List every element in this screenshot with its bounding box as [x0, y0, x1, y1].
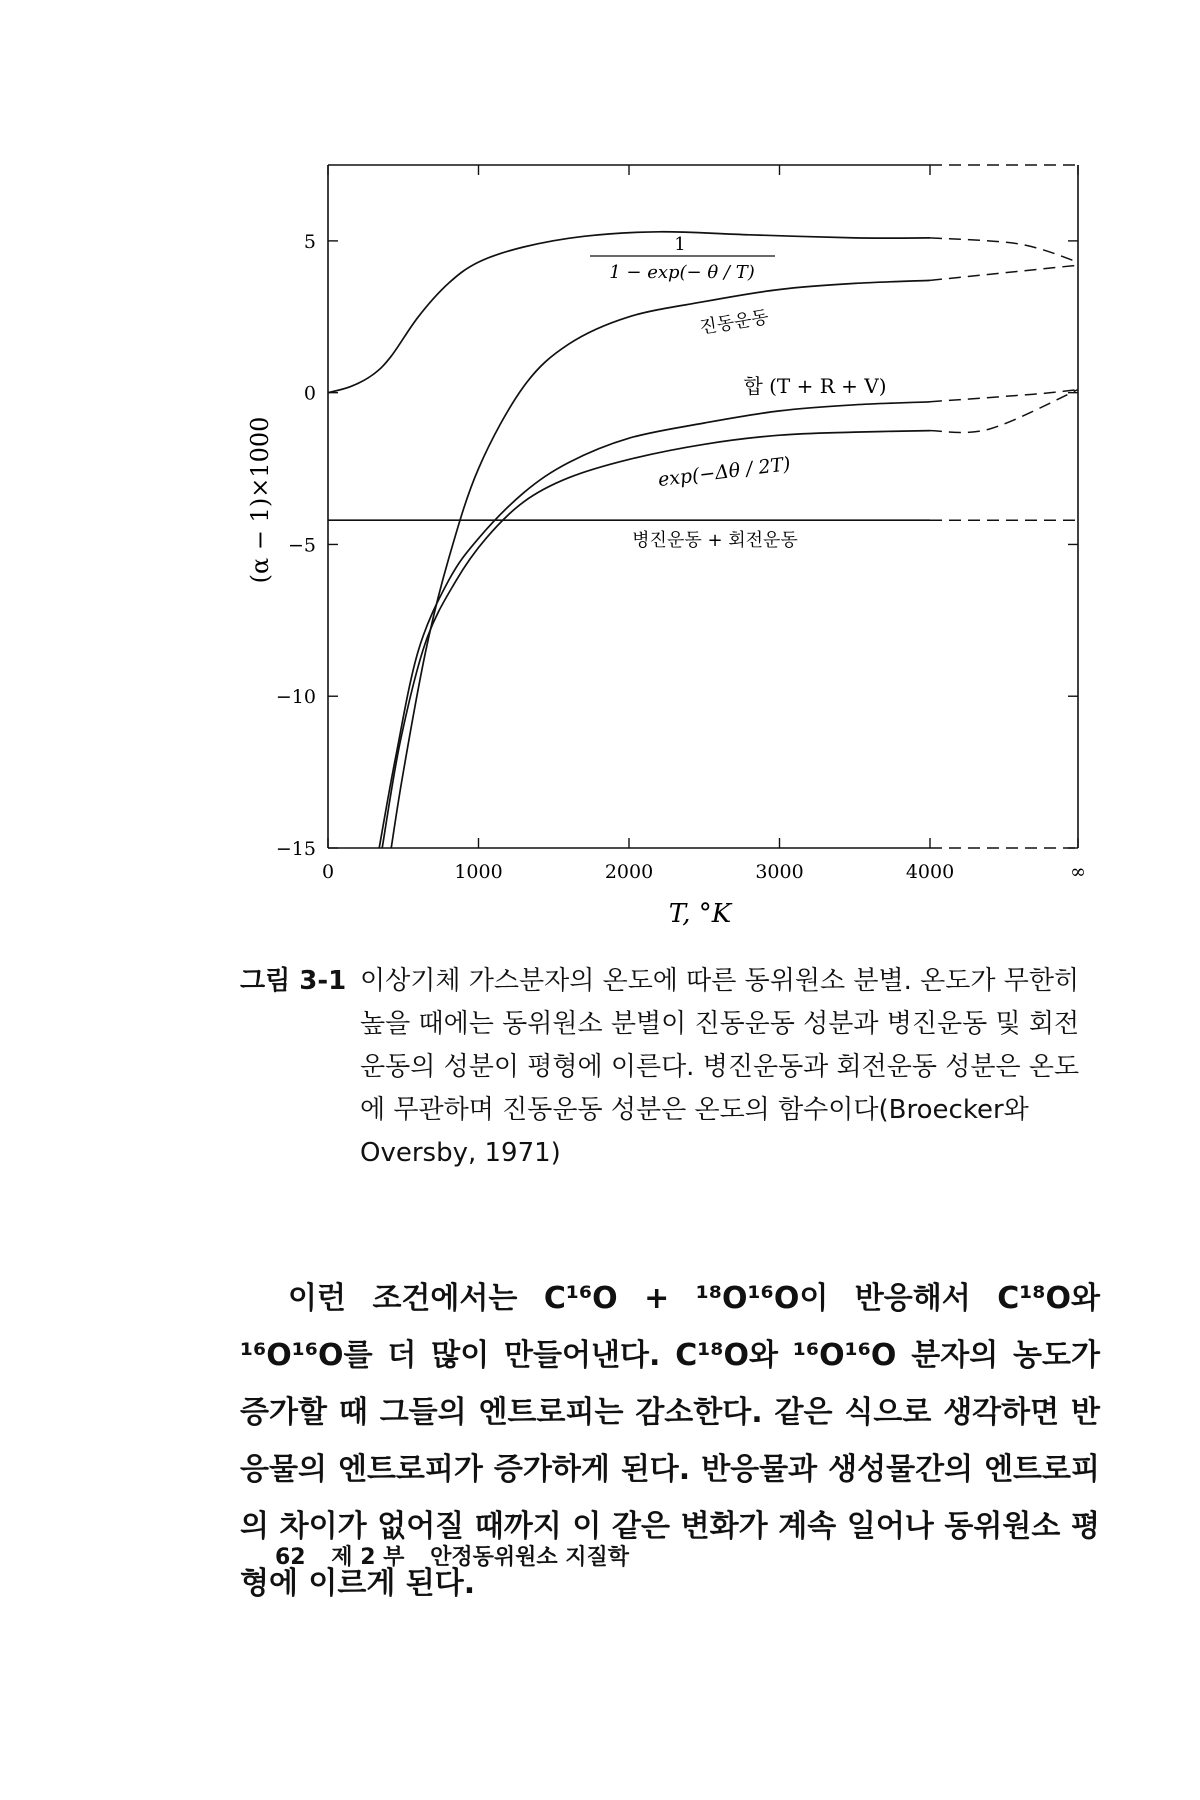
label-sum: 합 (T + R + V) — [743, 374, 887, 398]
series-sum — [379, 402, 930, 848]
series-vibration-dashed — [930, 265, 1078, 280]
series-exp — [382, 431, 930, 848]
part-label: 제 2 부 — [331, 1545, 405, 1570]
x-tick-label: 1000 — [454, 861, 503, 883]
y-axis-label: (α − 1)×1000 — [246, 416, 274, 584]
svg-text:1 − exp(− θ / T): 1 − exp(− θ / T) — [609, 262, 755, 283]
section-title: 안정동위원소 지질학 — [430, 1545, 630, 1570]
x-tick-label: 4000 — [905, 861, 955, 883]
svg-text:1: 1 — [674, 234, 686, 255]
label-exp: exp(−Δθ / 2T) — [656, 453, 792, 492]
x-tick-label: 3000 — [755, 861, 804, 883]
y-tick-label: −10 — [275, 686, 316, 709]
series-bose-factor-dashed — [930, 238, 1078, 262]
label-bose-factor — [590, 234, 775, 283]
x-tick-label: ∞ — [1070, 861, 1086, 883]
series-exp-dashed — [930, 390, 1078, 433]
caption-label: 그림 3-1 — [240, 966, 347, 996]
series-vibration — [391, 280, 930, 848]
x-axis-label: T, °K — [668, 899, 732, 929]
body-paragraph: 이런 조건에서는 C¹⁶O + ¹⁸O¹⁶O이 반응해서 C¹⁸O와 ¹⁶O¹⁶O를 더 많이 만들어낸다. C¹⁸O와 ¹⁶O¹⁶O 분자의 농도가 증가할 때 그들의 엔트로피는 감소한다. 같은 식으로 생각하면 반응물의 엔트로피가 증가하게 된다. 반응물과 생성물간의 엔트로피의 차이가 없어질 때까지 이 같은 변화가 계속 일어나 동위원소 평형에 이르게 된다. — [240, 1281, 1100, 1601]
page-footer — [275, 1540, 647, 1571]
y-tick-label: −15 — [275, 838, 316, 860]
page-number: 62 — [275, 1545, 306, 1570]
x-tick-label: 0 — [321, 861, 335, 883]
y-tick-label: 0 — [303, 382, 316, 405]
label-vibration: 진동운동 — [698, 306, 771, 339]
series-sum-dashed — [930, 390, 1078, 402]
label-translation-rotation: 병진운동 + 회전운동 — [632, 530, 798, 551]
caption-text: 이상기체 가스분자의 온도에 따른 동위원소 분별. 온도가 무한히 높을 때에는 동위원소 분별이 진동운동 성분과 병진운동 및 회전운동의 성분이 평형에 이른다. 병진운동과 회전운동 성분은 온도에 무관하며 진동운동 성분은 온도의 함수이다(Broecker와 Oversby, 1971) — [360, 966, 1080, 1168]
y-tick-label: −5 — [287, 534, 316, 557]
x-tick-label: 2000 — [604, 861, 654, 883]
y-tick-label: 5 — [303, 230, 316, 253]
